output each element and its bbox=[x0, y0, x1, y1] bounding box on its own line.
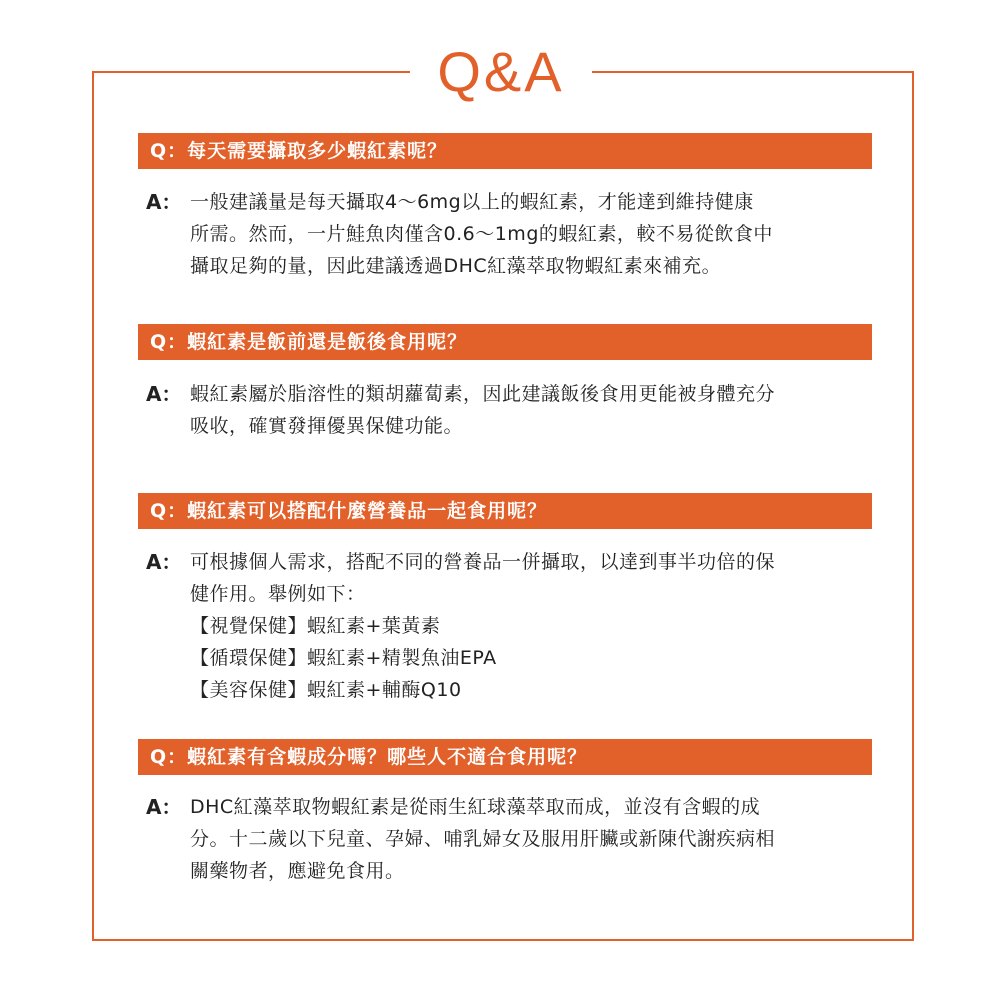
answer-line: 關藥物者，應避免食用。 bbox=[190, 860, 405, 882]
frame-top-left-line bbox=[92, 71, 410, 73]
answer-text bbox=[190, 546, 870, 706]
answer-line: 可根據個人需求，搭配不同的營養品一併攝取，以達到事半功倍的保 bbox=[190, 551, 776, 573]
answer-line: DHC紅藻萃取物蝦紅素是從雨生紅球藻萃取而成，並沒有含蝦的成 bbox=[190, 796, 761, 818]
answer-label: A： bbox=[146, 190, 182, 214]
answer-label: A： bbox=[146, 795, 182, 819]
answer-line: 【視覺保健】蝦紅素+葉黃素 bbox=[190, 615, 441, 637]
answer-text bbox=[190, 186, 870, 282]
answer-label: A： bbox=[146, 550, 182, 574]
question-3: Q：蝦紅素可以搭配什麼營養品一起食用呢？ bbox=[138, 493, 872, 529]
frame-top-right-line bbox=[592, 71, 914, 73]
question-4: Q：蝦紅素有含蝦成分嗎？哪些人不適合食用呢？ bbox=[138, 739, 872, 775]
answer-line: 【循環保健】蝦紅素+精製魚油EPA bbox=[190, 647, 497, 669]
answer-line: 吸收，確實發揮優異保健功能。 bbox=[190, 415, 464, 437]
answer-line: 健作用。舉例如下： bbox=[190, 583, 366, 605]
answer-line: 蝦紅素屬於脂溶性的類胡蘿蔔素，因此建議飯後食用更能被身體充分 bbox=[190, 383, 776, 405]
answer-line: 所需。然而，一片鮭魚肉僅含0.6～1mg的蝦紅素，較不易從飲食中 bbox=[190, 223, 773, 245]
answer-line: 分。十二歲以下兒童、孕婦、哺乳婦女及服用肝臟或新陳代謝疾病相 bbox=[190, 828, 776, 850]
answer-line: 攝取足夠的量，因此建議透過DHC紅藻萃取物蝦紅素來補充。 bbox=[190, 255, 722, 277]
question-2: Q：蝦紅素是飯前還是飯後食用呢？ bbox=[138, 324, 872, 360]
answer-text bbox=[190, 791, 870, 887]
answer-label: A： bbox=[146, 382, 182, 406]
page-title: Q&A bbox=[437, 40, 565, 103]
question-1: Q：每天需要攝取多少蝦紅素呢？ bbox=[138, 133, 872, 169]
answer-line: 一般建議量是每天攝取4～6mg以上的蝦紅素，才能達到維持健康 bbox=[190, 191, 754, 213]
answer-text bbox=[190, 378, 870, 442]
answer-line: 【美容保健】蝦紅素+輔酶Q10 bbox=[190, 679, 462, 701]
